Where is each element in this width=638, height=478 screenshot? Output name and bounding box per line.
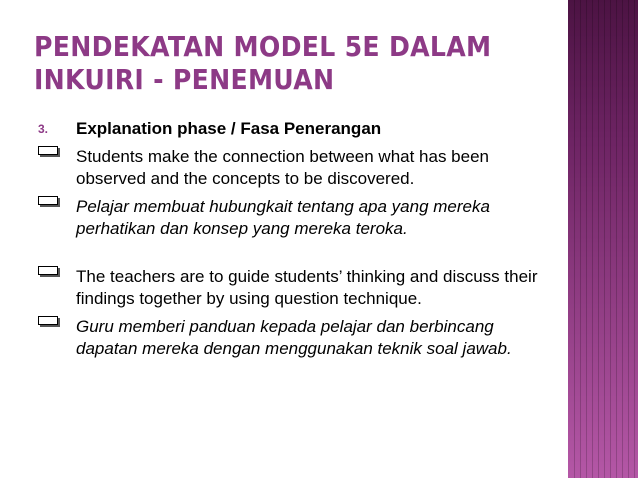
item-text: The teachers are to guide students’ thinking and discuss their findings together by using question technique. [76, 267, 552, 308]
item-text: Pelajar membuat hubungkait tentang apa yang mereka perhatikan dan konsep yang mereka teroka. [76, 197, 490, 238]
list-item [38, 146, 543, 190]
band-gap [566, 0, 568, 478]
list-item [38, 196, 543, 240]
slide-title: PENDEKATAN MODEL 5E DALAM INKUIRI - PENEMUAN [34, 30, 492, 96]
list-item [38, 266, 552, 310]
band-line [574, 0, 575, 478]
list-item [38, 316, 543, 360]
band-line [598, 0, 599, 478]
band-line [628, 0, 629, 478]
decorative-side-band [566, 0, 638, 478]
band-line [616, 0, 617, 478]
spacer [38, 246, 543, 266]
list-item-heading [38, 118, 543, 140]
square-bullet-icon [38, 316, 58, 325]
square-bullet-icon [38, 146, 58, 155]
band-line [622, 0, 623, 478]
item-text: Guru memberi panduan kepada pelajar dan berbincang dapatan mereka dengan menggunakan teknik soal jawab. [76, 317, 512, 358]
band-line [604, 0, 605, 478]
square-bullet-icon [38, 266, 58, 275]
band-line [610, 0, 611, 478]
phase-heading: Explanation phase / Fasa Penerangan [76, 119, 382, 138]
band-line [586, 0, 587, 478]
item-number: 3. [38, 122, 49, 136]
square-bullet-icon [38, 196, 58, 205]
band-line [634, 0, 635, 478]
band-line [580, 0, 581, 478]
item-text: Students make the connection between what has been observed and the concepts to be discovered. [76, 147, 490, 188]
band-line [592, 0, 593, 478]
slide-body [38, 118, 552, 366]
